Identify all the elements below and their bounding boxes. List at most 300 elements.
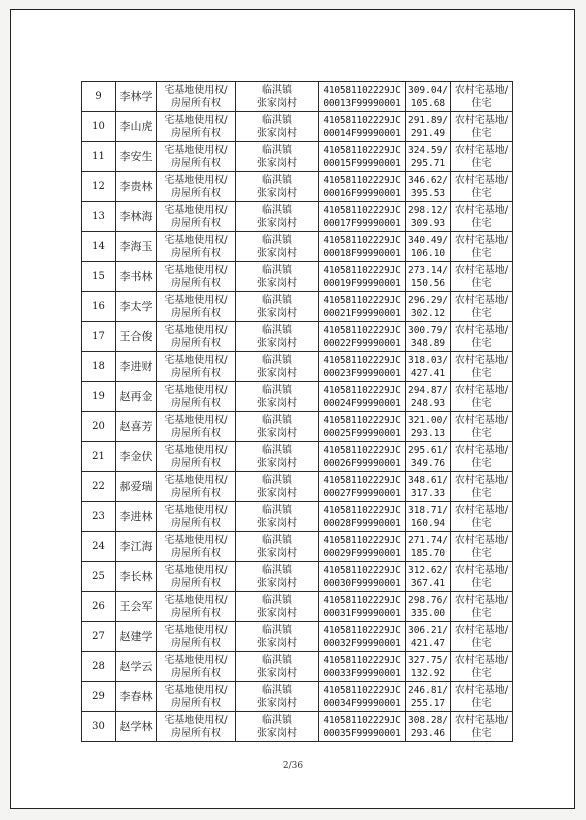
land-use-cell	[451, 322, 513, 352]
area-value-cell	[406, 232, 451, 262]
right-type-line: 房屋所有权	[171, 277, 221, 289]
right-type-line: 宅基地使用权/	[164, 534, 228, 546]
land-use-line: 住宅	[471, 487, 492, 499]
location-line: 张家岗村	[257, 697, 297, 709]
location-cell	[236, 682, 319, 712]
location-line: 临淇镇	[262, 504, 292, 516]
unit-code-line: 00024F99990001	[323, 397, 401, 409]
location-line: 张家岗村	[257, 157, 297, 169]
land-use-line: 住宅	[471, 217, 492, 229]
area-value-cell	[406, 682, 451, 712]
table-row	[82, 562, 513, 592]
area-value-line: 248.93	[410, 397, 446, 409]
area-value-line: 273.14/	[407, 264, 449, 276]
location-cell	[236, 262, 319, 292]
area-value-line: 349.76	[410, 457, 446, 469]
area-value-cell	[406, 202, 451, 232]
land-use-line: 农村宅基地/	[454, 474, 509, 486]
unit-code-line: 410581102229JC	[323, 234, 401, 246]
area-value-cell	[406, 562, 451, 592]
land-use-line: 住宅	[471, 337, 492, 349]
location-line: 临淇镇	[262, 114, 292, 126]
right-type-line: 房屋所有权	[171, 517, 221, 529]
location-line: 临淇镇	[262, 564, 292, 576]
right-type-cell	[157, 442, 236, 472]
area-value-line: 160.94	[410, 517, 446, 529]
right-type-line: 房屋所有权	[171, 367, 221, 379]
right-type-line: 宅基地使用权/	[164, 324, 228, 336]
unit-code-line: 410581102229JC	[323, 264, 401, 276]
unit-code-cell	[319, 592, 406, 622]
right-type-cell	[157, 232, 236, 262]
row-number-cell: 11	[82, 142, 116, 172]
unit-code-line: 410581102229JC	[323, 654, 401, 666]
area-value-line: 324.59/	[407, 144, 449, 156]
owner-name-cell: 李长林	[116, 562, 157, 592]
area-value-line: 300.79/	[407, 324, 449, 336]
land-use-cell	[451, 292, 513, 322]
land-use-line: 住宅	[471, 457, 492, 469]
area-value-line: 427.41	[410, 367, 446, 379]
row-number-cell: 29	[82, 682, 116, 712]
land-use-line: 农村宅基地/	[454, 294, 509, 306]
location-line: 张家岗村	[257, 247, 297, 259]
unit-code-line: 00023F99990001	[323, 367, 401, 379]
unit-code-cell	[319, 322, 406, 352]
unit-code-line: 00015F99990001	[323, 157, 401, 169]
unit-code-line: 410581102229JC	[323, 684, 401, 696]
owner-name-cell: 郝爱瑞	[116, 472, 157, 502]
row-number-cell: 16	[82, 292, 116, 322]
unit-code-line: 00025F99990001	[323, 427, 401, 439]
right-type-cell	[157, 82, 236, 112]
right-type-line: 房屋所有权	[171, 127, 221, 139]
owner-name-cell: 王合俊	[116, 322, 157, 352]
right-type-line: 宅基地使用权/	[164, 504, 228, 516]
location-line: 张家岗村	[257, 547, 297, 559]
land-use-line: 住宅	[471, 517, 492, 529]
area-value-line: 321.00/	[407, 414, 449, 426]
right-type-line: 宅基地使用权/	[164, 414, 228, 426]
area-value-cell	[406, 592, 451, 622]
table-row	[82, 442, 513, 472]
row-number-cell: 17	[82, 322, 116, 352]
row-number-cell: 22	[82, 472, 116, 502]
area-value-cell	[406, 472, 451, 502]
land-use-cell	[451, 142, 513, 172]
unit-code-line: 410581102229JC	[323, 714, 401, 726]
area-value-cell	[406, 532, 451, 562]
location-line: 张家岗村	[257, 517, 297, 529]
area-value-line: 291.89/	[407, 114, 449, 126]
area-value-line: 306.21/	[407, 624, 449, 636]
land-use-line: 住宅	[471, 367, 492, 379]
location-line: 临淇镇	[262, 714, 292, 726]
table-row	[82, 232, 513, 262]
right-type-line: 宅基地使用权/	[164, 174, 228, 186]
location-cell	[236, 202, 319, 232]
right-type-line: 房屋所有权	[171, 727, 221, 739]
area-value-line: 150.56	[410, 277, 446, 289]
land-use-line: 住宅	[471, 247, 492, 259]
owner-name-cell: 李进林	[116, 502, 157, 532]
location-line: 临淇镇	[262, 384, 292, 396]
unit-code-line: 410581102229JC	[323, 624, 401, 636]
unit-code-line: 410581102229JC	[323, 114, 401, 126]
row-number-cell: 20	[82, 412, 116, 442]
area-value-cell	[406, 262, 451, 292]
land-use-line: 农村宅基地/	[454, 144, 509, 156]
unit-code-line: 00030F99990001	[323, 577, 401, 589]
area-value-line: 293.13	[410, 427, 446, 439]
location-line: 临淇镇	[262, 354, 292, 366]
unit-code-line: 410581102229JC	[323, 504, 401, 516]
land-use-cell	[451, 682, 513, 712]
location-cell	[236, 412, 319, 442]
row-number-cell: 26	[82, 592, 116, 622]
unit-code-line: 410581102229JC	[323, 384, 401, 396]
owner-name-cell: 李海玉	[116, 232, 157, 262]
table-row	[82, 172, 513, 202]
location-line: 临淇镇	[262, 234, 292, 246]
area-value-line: 348.61/	[407, 474, 449, 486]
location-line: 张家岗村	[257, 367, 297, 379]
location-line: 临淇镇	[262, 204, 292, 216]
unit-code-cell	[319, 262, 406, 292]
location-line: 张家岗村	[257, 277, 297, 289]
right-type-line: 宅基地使用权/	[164, 654, 228, 666]
location-line: 临淇镇	[262, 174, 292, 186]
location-line: 临淇镇	[262, 264, 292, 276]
table-row	[82, 202, 513, 232]
right-type-line: 宅基地使用权/	[164, 624, 228, 636]
land-use-cell	[451, 592, 513, 622]
land-use-line: 农村宅基地/	[454, 384, 509, 396]
row-number-cell: 12	[82, 172, 116, 202]
row-number-cell: 14	[82, 232, 116, 262]
unit-code-line: 410581102229JC	[323, 144, 401, 156]
owner-name-cell: 李江海	[116, 532, 157, 562]
area-value-cell	[406, 442, 451, 472]
right-type-cell	[157, 382, 236, 412]
unit-code-line: 00021F99990001	[323, 307, 401, 319]
unit-code-cell	[319, 442, 406, 472]
right-type-line: 宅基地使用权/	[164, 84, 228, 96]
row-number-cell: 15	[82, 262, 116, 292]
row-number-cell: 19	[82, 382, 116, 412]
right-type-line: 宅基地使用权/	[164, 384, 228, 396]
table-row	[82, 322, 513, 352]
unit-code-line: 00027F99990001	[323, 487, 401, 499]
right-type-cell	[157, 112, 236, 142]
land-use-cell	[451, 502, 513, 532]
row-number-cell: 13	[82, 202, 116, 232]
area-value-line: 308.28/	[407, 714, 449, 726]
location-cell	[236, 562, 319, 592]
land-use-line: 住宅	[471, 637, 492, 649]
land-use-line: 住宅	[471, 607, 492, 619]
land-use-cell	[451, 532, 513, 562]
area-value-line: 105.68	[410, 97, 446, 109]
land-use-line: 农村宅基地/	[454, 114, 509, 126]
location-line: 张家岗村	[257, 607, 297, 619]
land-use-line: 农村宅基地/	[454, 564, 509, 576]
area-value-cell	[406, 142, 451, 172]
location-cell	[236, 532, 319, 562]
right-type-cell	[157, 352, 236, 382]
land-use-line: 农村宅基地/	[454, 534, 509, 546]
location-line: 临淇镇	[262, 624, 292, 636]
registry-table-body	[82, 82, 513, 742]
location-cell	[236, 142, 319, 172]
unit-code-cell	[319, 412, 406, 442]
unit-code-line: 410581102229JC	[323, 294, 401, 306]
row-number-cell: 25	[82, 562, 116, 592]
location-cell	[236, 292, 319, 322]
unit-code-line: 410581102229JC	[323, 594, 401, 606]
unit-code-cell	[319, 532, 406, 562]
right-type-cell	[157, 712, 236, 742]
area-value-cell	[406, 172, 451, 202]
area-value-line: 340.49/	[407, 234, 449, 246]
right-type-line: 房屋所有权	[171, 667, 221, 679]
location-cell	[236, 592, 319, 622]
location-line: 张家岗村	[257, 577, 297, 589]
unit-code-line: 410581102229JC	[323, 204, 401, 216]
location-line: 张家岗村	[257, 487, 297, 499]
location-line: 张家岗村	[257, 457, 297, 469]
unit-code-line: 410581102229JC	[323, 474, 401, 486]
unit-code-line: 00013F99990001	[323, 97, 401, 109]
right-type-line: 宅基地使用权/	[164, 114, 228, 126]
unit-code-cell	[319, 142, 406, 172]
table-row	[82, 532, 513, 562]
right-type-line: 房屋所有权	[171, 607, 221, 619]
row-number-cell: 30	[82, 712, 116, 742]
land-use-line: 住宅	[471, 397, 492, 409]
land-use-line: 农村宅基地/	[454, 264, 509, 276]
land-use-line: 住宅	[471, 277, 492, 289]
land-use-line: 农村宅基地/	[454, 354, 509, 366]
unit-code-line: 00034F99990001	[323, 697, 401, 709]
page-number: 2/36	[282, 761, 304, 771]
right-type-cell	[157, 622, 236, 652]
land-use-line: 农村宅基地/	[454, 684, 509, 696]
right-type-cell	[157, 592, 236, 622]
location-line: 张家岗村	[257, 667, 297, 679]
land-use-line: 农村宅基地/	[454, 234, 509, 246]
unit-code-cell	[319, 82, 406, 112]
right-type-line: 房屋所有权	[171, 187, 221, 199]
area-value-cell	[406, 292, 451, 322]
right-type-line: 房屋所有权	[171, 217, 221, 229]
unit-code-line: 00018F99990001	[323, 247, 401, 259]
right-type-line: 房屋所有权	[171, 337, 221, 349]
owner-name-cell: 李安生	[116, 142, 157, 172]
right-type-line: 房屋所有权	[171, 547, 221, 559]
land-use-cell	[451, 352, 513, 382]
owner-name-cell: 李林海	[116, 202, 157, 232]
area-value-line: 346.62/	[407, 174, 449, 186]
land-use-line: 住宅	[471, 547, 492, 559]
table-row	[82, 112, 513, 142]
area-value-line: 246.81/	[407, 684, 449, 696]
row-number-cell: 10	[82, 112, 116, 142]
location-line: 临淇镇	[262, 144, 292, 156]
owner-name-cell: 李进财	[116, 352, 157, 382]
land-use-line: 农村宅基地/	[454, 324, 509, 336]
right-type-line: 宅基地使用权/	[164, 144, 228, 156]
right-type-line: 房屋所有权	[171, 157, 221, 169]
area-value-cell	[406, 382, 451, 412]
unit-code-line: 00026F99990001	[323, 457, 401, 469]
location-line: 临淇镇	[262, 474, 292, 486]
area-value-line: 106.10	[410, 247, 446, 259]
area-value-line: 298.76/	[407, 594, 449, 606]
location-cell	[236, 472, 319, 502]
location-cell	[236, 442, 319, 472]
table-row	[82, 502, 513, 532]
land-use-line: 住宅	[471, 727, 492, 739]
owner-name-cell: 赵喜芳	[116, 412, 157, 442]
right-type-line: 宅基地使用权/	[164, 474, 228, 486]
land-use-line: 农村宅基地/	[454, 174, 509, 186]
area-value-line: 295.71	[410, 157, 446, 169]
unit-code-line: 410581102229JC	[323, 84, 401, 96]
unit-code-cell	[319, 352, 406, 382]
land-use-cell	[451, 412, 513, 442]
area-value-cell	[406, 712, 451, 742]
area-value-cell	[406, 82, 451, 112]
right-type-line: 宅基地使用权/	[164, 714, 228, 726]
area-value-cell	[406, 622, 451, 652]
location-cell	[236, 502, 319, 532]
right-type-cell	[157, 562, 236, 592]
owner-name-cell: 李书林	[116, 262, 157, 292]
table-row	[82, 262, 513, 292]
right-type-line: 宅基地使用权/	[164, 234, 228, 246]
location-line: 张家岗村	[257, 727, 297, 739]
owner-name-cell: 李金伏	[116, 442, 157, 472]
owner-name-cell: 李林学	[116, 82, 157, 112]
location-cell	[236, 712, 319, 742]
area-value-line: 309.04/	[407, 84, 449, 96]
right-type-line: 宅基地使用权/	[164, 594, 228, 606]
right-type-line: 房屋所有权	[171, 487, 221, 499]
right-type-cell	[157, 172, 236, 202]
area-value-cell	[406, 322, 451, 352]
location-cell	[236, 172, 319, 202]
right-type-cell	[157, 532, 236, 562]
area-value-cell	[406, 652, 451, 682]
location-line: 张家岗村	[257, 427, 297, 439]
table-row	[82, 382, 513, 412]
right-type-line: 房屋所有权	[171, 697, 221, 709]
right-type-cell	[157, 502, 236, 532]
right-type-line: 房屋所有权	[171, 247, 221, 259]
unit-code-line: 00033F99990001	[323, 667, 401, 679]
area-value-line: 318.71/	[407, 504, 449, 516]
area-value-line: 312.62/	[407, 564, 449, 576]
land-use-line: 住宅	[471, 127, 492, 139]
location-cell	[236, 322, 319, 352]
unit-code-cell	[319, 682, 406, 712]
owner-name-cell: 李山虎	[116, 112, 157, 142]
unit-code-cell	[319, 502, 406, 532]
unit-code-line: 00016F99990001	[323, 187, 401, 199]
unit-code-cell	[319, 382, 406, 412]
land-use-cell	[451, 112, 513, 142]
area-value-line: 318.03/	[407, 354, 449, 366]
land-use-line: 农村宅基地/	[454, 654, 509, 666]
right-type-line: 宅基地使用权/	[164, 444, 228, 456]
location-line: 张家岗村	[257, 337, 297, 349]
right-type-line: 房屋所有权	[171, 577, 221, 589]
location-line: 临淇镇	[262, 684, 292, 696]
area-value-line: 317.33	[410, 487, 446, 499]
location-line: 张家岗村	[257, 127, 297, 139]
land-use-cell	[451, 382, 513, 412]
location-line: 临淇镇	[262, 654, 292, 666]
land-use-line: 住宅	[471, 427, 492, 439]
area-value-line: 132.92	[410, 667, 446, 679]
unit-code-line: 410581102229JC	[323, 354, 401, 366]
area-value-line: 395.53	[410, 187, 446, 199]
location-line: 临淇镇	[262, 84, 292, 96]
unit-code-cell	[319, 652, 406, 682]
unit-code-cell	[319, 712, 406, 742]
land-use-line: 农村宅基地/	[454, 624, 509, 636]
location-line: 张家岗村	[257, 397, 297, 409]
right-type-line: 宅基地使用权/	[164, 564, 228, 576]
location-line: 临淇镇	[262, 444, 292, 456]
land-use-cell	[451, 172, 513, 202]
unit-code-line: 00028F99990001	[323, 517, 401, 529]
land-use-cell	[451, 232, 513, 262]
registry-table	[81, 81, 513, 742]
location-line: 张家岗村	[257, 97, 297, 109]
area-value-cell	[406, 412, 451, 442]
unit-code-line: 00029F99990001	[323, 547, 401, 559]
land-use-cell	[451, 442, 513, 472]
land-use-line: 农村宅基地/	[454, 414, 509, 426]
area-value-line: 293.46	[410, 727, 446, 739]
land-use-line: 农村宅基地/	[454, 84, 509, 96]
land-use-line: 住宅	[471, 577, 492, 589]
land-use-line: 住宅	[471, 97, 492, 109]
land-use-cell	[451, 262, 513, 292]
land-use-cell	[451, 712, 513, 742]
right-type-line: 宅基地使用权/	[164, 354, 228, 366]
table-row	[82, 292, 513, 322]
owner-name-cell: 李贵林	[116, 172, 157, 202]
right-type-cell	[157, 322, 236, 352]
location-cell	[236, 622, 319, 652]
area-value-cell	[406, 502, 451, 532]
right-type-line: 房屋所有权	[171, 97, 221, 109]
unit-code-line: 00022F99990001	[323, 337, 401, 349]
right-type-line: 房屋所有权	[171, 637, 221, 649]
owner-name-cell: 李太学	[116, 292, 157, 322]
land-use-line: 农村宅基地/	[454, 594, 509, 606]
unit-code-line: 00017F99990001	[323, 217, 401, 229]
right-type-cell	[157, 202, 236, 232]
land-use-line: 农村宅基地/	[454, 504, 509, 516]
location-cell	[236, 352, 319, 382]
location-cell	[236, 232, 319, 262]
location-line: 张家岗村	[257, 637, 297, 649]
unit-code-cell	[319, 472, 406, 502]
